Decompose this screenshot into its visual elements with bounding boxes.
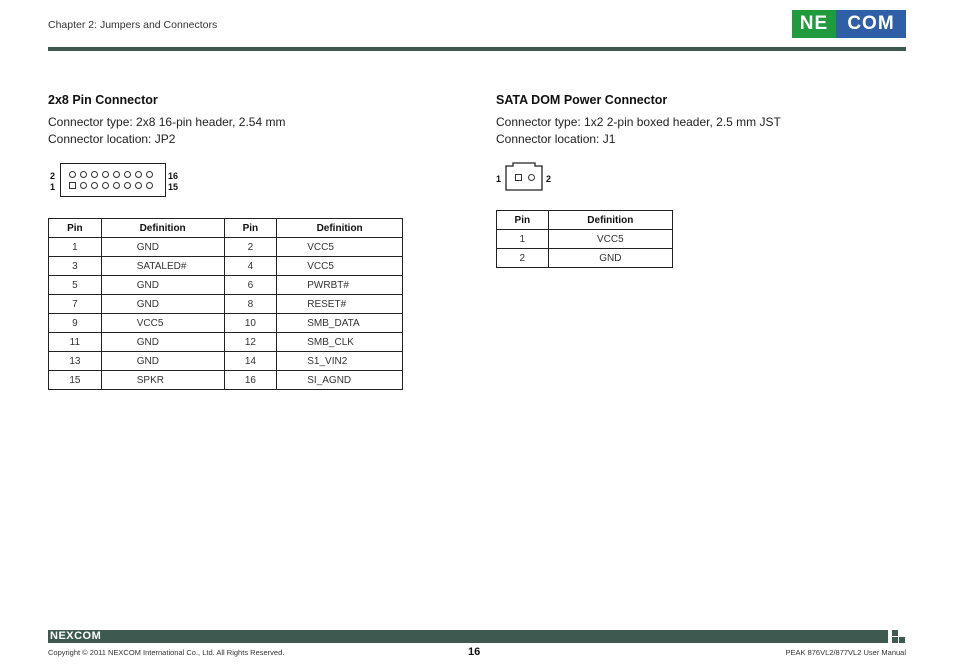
pin-number-cell: 2 [224, 238, 277, 257]
pin-number-cell: 1 [497, 230, 549, 249]
footer-bar [48, 630, 888, 643]
pin-number-cell: 4 [224, 257, 277, 276]
pin-label-1: 1 [496, 174, 502, 184]
table-row [49, 371, 403, 390]
page-number: 16 [468, 646, 481, 658]
pin [80, 171, 87, 178]
table-row [49, 352, 403, 371]
pin-table-sata-dom [496, 210, 673, 268]
pin-number-cell: 14 [224, 352, 277, 371]
pin-definition-cell: VCC5 [548, 230, 672, 249]
pin [69, 171, 76, 178]
connector-location-sata-dom: Connector location: J1 [496, 132, 616, 146]
pin-definition-cell: VCC5 [101, 314, 224, 333]
pin [146, 171, 153, 178]
section-title-sata-dom: SATA DOM Power Connector [496, 93, 668, 107]
manual-title: PEAK 876VL2/877VL2 User Manual [785, 648, 906, 657]
pin [124, 182, 131, 189]
footer-square-decoration [892, 630, 898, 636]
pin-number-cell: 5 [49, 276, 102, 295]
footer-square-decoration [892, 637, 898, 643]
table-header-pin: Pin [497, 211, 549, 230]
pin-definition-cell: GND [101, 276, 224, 295]
pin [124, 171, 131, 178]
pin-definition-cell: VCC5 [277, 257, 403, 276]
pin-number-cell: 7 [49, 295, 102, 314]
pin-table-2x8 [48, 218, 403, 390]
pin-round [528, 174, 535, 181]
pin-definition-cell: S1_VIN2 [277, 352, 403, 371]
pin-number-cell: 6 [224, 276, 277, 295]
pin-definition-cell: SMB_DATA [277, 314, 403, 333]
pin [113, 182, 120, 189]
pin-definition-cell: GND [548, 249, 672, 268]
table-row [49, 276, 403, 295]
table-row [49, 295, 403, 314]
pin-number-cell: 15 [49, 371, 102, 390]
pin-label-2: 2 [546, 174, 552, 184]
table-header-pin: Pin [49, 219, 102, 238]
pin [91, 182, 98, 189]
connector-type-2x8: Connector type: 2x8 16-pin header, 2.54 mm [48, 115, 286, 129]
pin-definition-cell: SPKR [101, 371, 224, 390]
table-header-definition: Definition [101, 219, 224, 238]
pin [102, 182, 109, 189]
pin [80, 182, 87, 189]
pin [146, 182, 153, 189]
table-header-pin: Pin [224, 219, 277, 238]
table-row [497, 249, 673, 268]
pin-definition-cell: RESET# [277, 295, 403, 314]
pin [113, 171, 120, 178]
table-row [49, 238, 403, 257]
table-row [49, 333, 403, 352]
header-divider [48, 47, 906, 51]
pin-label-15: 15 [168, 182, 179, 192]
pin-definition-cell: SATALED# [101, 257, 224, 276]
table-header-definition: Definition [277, 219, 403, 238]
pin-label-16: 16 [168, 171, 179, 181]
nexcom-logo [792, 10, 906, 38]
chapter-title: Chapter 2: Jumpers and Connectors [48, 19, 218, 31]
pin-label-2: 2 [50, 171, 56, 181]
pin-definition-cell: SMB_CLK [277, 333, 403, 352]
pin-number-cell: 9 [49, 314, 102, 333]
pin-number-cell: 3 [49, 257, 102, 276]
copyright-text: Copyright © 2011 NEXCOM International Co., Ltd. All Rights Reserved. [48, 648, 285, 657]
pin-label-1: 1 [50, 182, 56, 192]
pin-number-cell: 16 [224, 371, 277, 390]
pin-number-cell: 11 [49, 333, 102, 352]
footer-logo: NEXCOM [50, 630, 102, 642]
pin-definition-cell: VCC5 [277, 238, 403, 257]
connector-type-sata-dom: Connector type: 1x2 2-pin boxed header, 2.5 mm JST [496, 115, 781, 129]
pin-definition-cell: PWRBT# [277, 276, 403, 295]
pin-number-cell: 10 [224, 314, 277, 333]
pin [135, 182, 142, 189]
pin-number-cell: 1 [49, 238, 102, 257]
connector-location-2x8: Connector location: JP2 [48, 132, 176, 146]
boxed-header-outline [505, 162, 543, 192]
table-row [49, 257, 403, 276]
pin-square [515, 174, 522, 181]
pin-definition-cell: GND [101, 238, 224, 257]
pin-number-cell: 8 [224, 295, 277, 314]
pin [102, 171, 109, 178]
pin-number-cell: 13 [49, 352, 102, 371]
pin-number-cell: 12 [224, 333, 277, 352]
pin-definition-cell: GND [101, 352, 224, 371]
table-row [497, 230, 673, 249]
pin [91, 171, 98, 178]
logo-green-part: NE [792, 10, 836, 38]
pin-number-cell: 2 [497, 249, 549, 268]
pin-definition-cell: GND [101, 333, 224, 352]
pin-definition-cell: GND [101, 295, 224, 314]
section-title-2x8: 2x8 Pin Connector [48, 93, 158, 107]
pin-definition-cell: SI_AGND [277, 371, 403, 390]
table-header-definition: Definition [548, 211, 672, 230]
pin-1-square [69, 182, 76, 189]
header-2x8-body [60, 163, 166, 197]
footer-square-decoration [899, 637, 905, 643]
table-row [49, 314, 403, 333]
logo-blue-part: COM [836, 10, 906, 38]
pin [135, 171, 142, 178]
